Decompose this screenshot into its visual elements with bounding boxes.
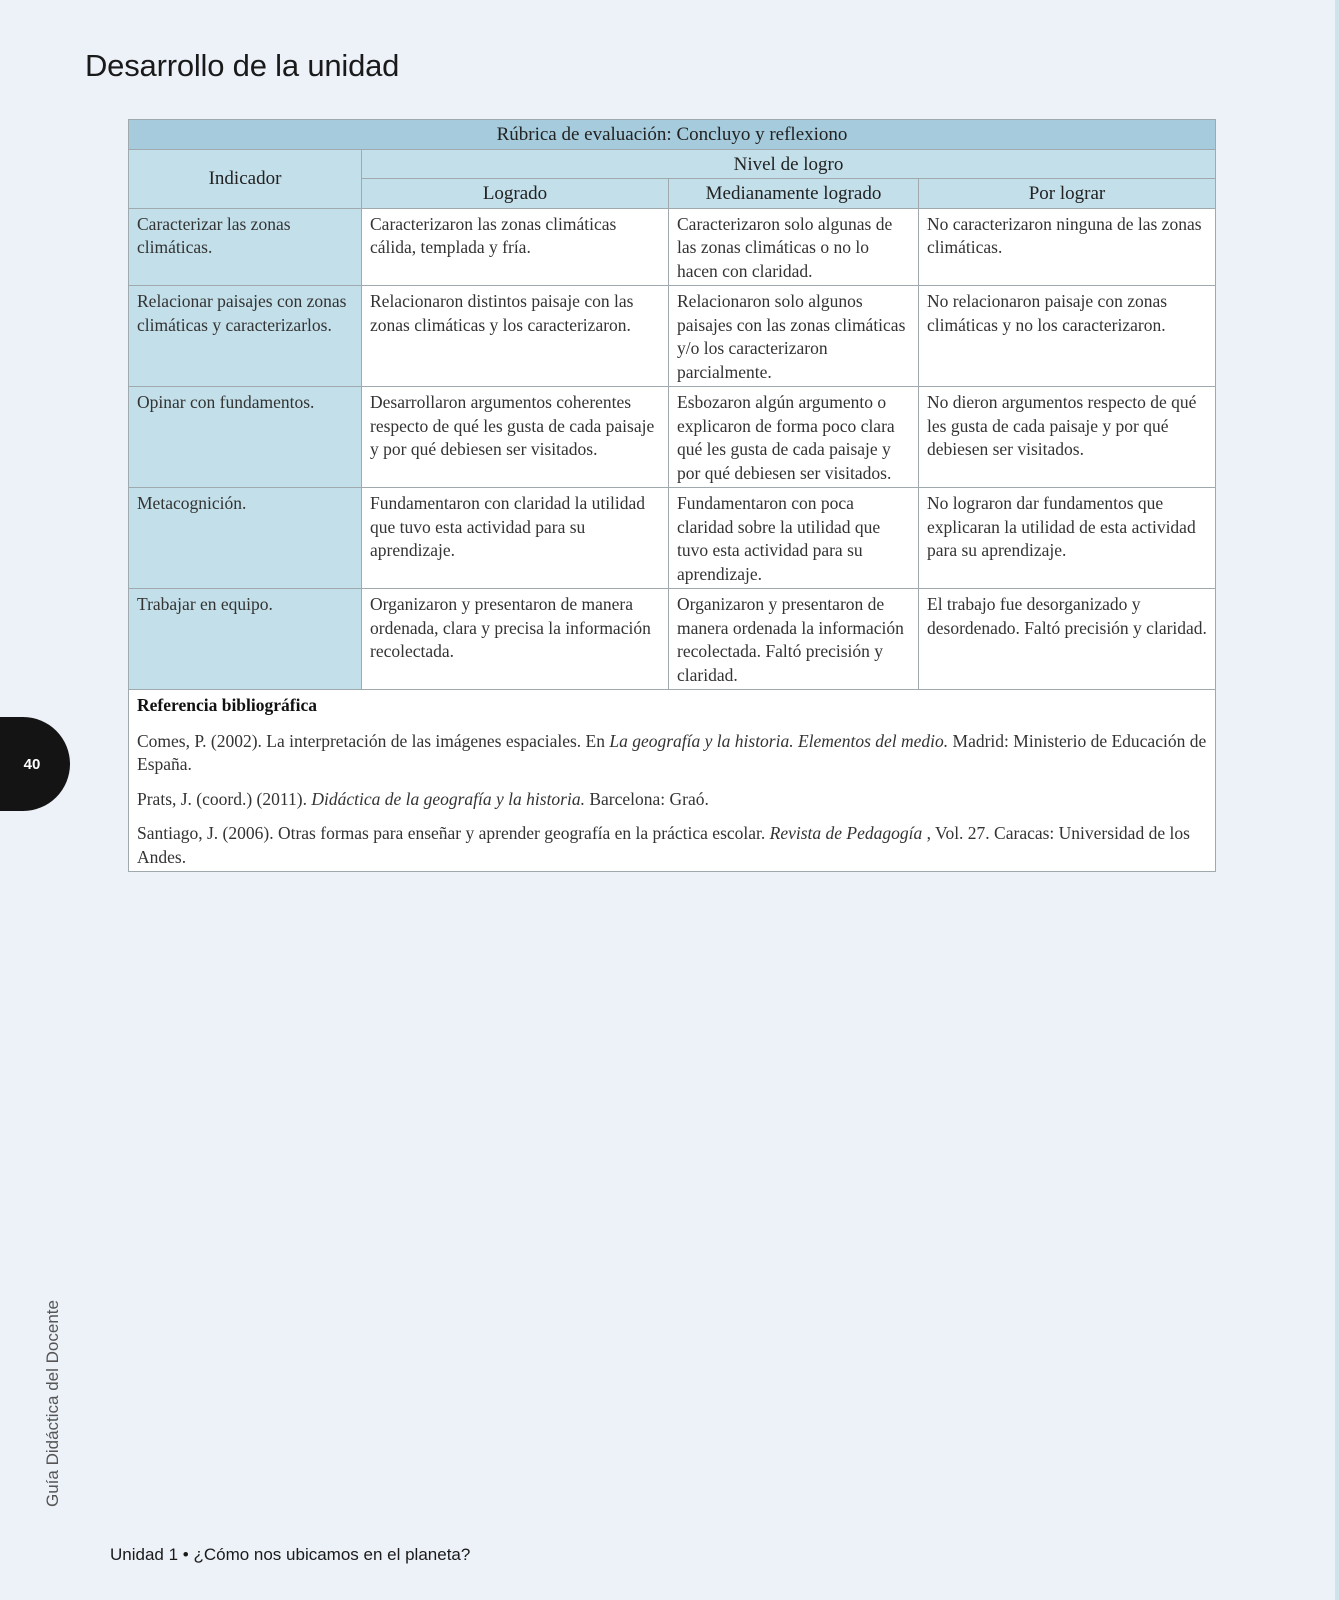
references-title: Referencia bibliográfica	[137, 695, 317, 715]
reference-text: Santiago, J. (2006). Otras formas para enseñar y aprender geografía en la práctica escolar.	[137, 823, 770, 843]
reference-work-title: La geografía y la historia. Elementos del medio.	[609, 730, 949, 751]
rubric-header-row	[129, 149, 1216, 179]
level-header: Nivel de logro	[362, 149, 1216, 179]
indicator-cell: Metacognición.	[129, 488, 362, 589]
logrado-cell: Fundamentaron con claridad la utilidad que tuvo esta actividad para su aprendizaje.	[362, 488, 669, 589]
reference-item	[137, 730, 1207, 777]
side-label: Guía Didáctica del Docente	[43, 1300, 62, 1507]
rubric-title: Rúbrica de evaluación: Concluyo y reflexiono	[129, 120, 1216, 150]
logrado-cell: Caracterizaron las zonas climáticas cálida, templada y fría.	[362, 208, 669, 286]
medianamente-cell: Esbozaron algún argumento o explicaron de forma poco clara qué les gusta de cada paisaje y por qué debiesen ser visitados.	[669, 387, 919, 488]
reference-item	[137, 822, 1207, 869]
indicator-cell: Trabajar en equipo.	[129, 589, 362, 690]
por-lograr-cell: No dieron argumentos respecto de qué les gusta de cada paisaje y por qué debiesen ser visitados.	[919, 387, 1216, 488]
table-row	[129, 286, 1216, 387]
indicator-header: Indicador	[129, 149, 362, 208]
level-por-lograr: Por lograr	[919, 179, 1216, 209]
table-row	[129, 589, 1216, 690]
indicator-cell: Relacionar paisajes con zonas climáticas y caracterizarlos.	[129, 286, 362, 387]
por-lograr-cell: No relacionaron paisaje con zonas climáticas y no los caracterizaron.	[919, 286, 1216, 387]
page-edge-strip	[1335, 0, 1339, 1600]
medianamente-cell: Relacionaron solo algunos paisajes con las zonas climáticas y/o los caracterizaron parcialmente.	[669, 286, 919, 387]
reference-item	[137, 788, 1207, 812]
logrado-cell: Relacionaron distintos paisaje con las zonas climáticas y los caracterizaron.	[362, 286, 669, 387]
por-lograr-cell: El trabajo fue desorganizado y desordenado. Faltó precisión y claridad.	[919, 589, 1216, 690]
por-lograr-cell: No lograron dar fundamentos que explicaran la utilidad de esta actividad para su aprendizaje.	[919, 488, 1216, 589]
logrado-cell: Desarrollaron argumentos coherentes respecto de qué les gusta de cada paisaje y por qué debiesen ser visitados.	[362, 387, 669, 488]
references-row	[129, 690, 1216, 872]
rubric-title-row	[129, 120, 1216, 150]
por-lograr-cell: No caracterizaron ninguna de las zonas climáticas.	[919, 208, 1216, 286]
reference-text: Madrid: Ministerio de Educación de España.	[137, 730, 1207, 774]
reference-text: Barcelona: Graó.	[584, 788, 709, 809]
reference-work-title: Didáctica de la geografía y la historia.	[311, 788, 585, 809]
level-medianamente-logrado: Medianamente logrado	[669, 179, 919, 209]
medianamente-cell: Organizaron y presentaron de manera ordenada la información recolectada. Faltó precisión y claridad.	[669, 589, 919, 690]
page-number-tab	[0, 717, 70, 811]
logrado-cell: Organizaron y presentaron de manera ordenada, clara y precisa la información recolectada.	[362, 589, 669, 690]
indicator-cell: Caracterizar las zonas climáticas.	[129, 208, 362, 286]
reference-text: Comes, P. (2002). La interpretación de las imágenes espaciales. En	[137, 730, 610, 751]
table-row	[129, 387, 1216, 488]
indicator-cell: Opinar con fundamentos.	[129, 387, 362, 488]
level-logrado: Logrado	[362, 179, 669, 209]
reference-work-title: Revista de Pedagogía	[769, 823, 923, 843]
rubric-table	[128, 119, 1216, 872]
table-row	[129, 488, 1216, 589]
table-row	[129, 208, 1216, 286]
page-number: 40	[23, 755, 41, 773]
medianamente-cell: Fundamentaron con poca claridad sobre la utilidad que tuvo esta actividad para su aprendizaje.	[669, 488, 919, 589]
page-footer: Unidad 1 • ¿Cómo nos ubicamos en el planeta?	[110, 1545, 471, 1564]
reference-text: Prats, J. (coord.) (2011).	[137, 788, 312, 809]
medianamente-cell: Caracterizaron solo algunas de las zonas climáticas o no lo hacen con claridad.	[669, 208, 919, 286]
references-section	[129, 690, 1216, 872]
page-title: Desarrollo de la unidad	[85, 48, 400, 83]
reference-text: , Vol. 27. Caracas: Universidad de los Andes.	[137, 823, 1190, 867]
